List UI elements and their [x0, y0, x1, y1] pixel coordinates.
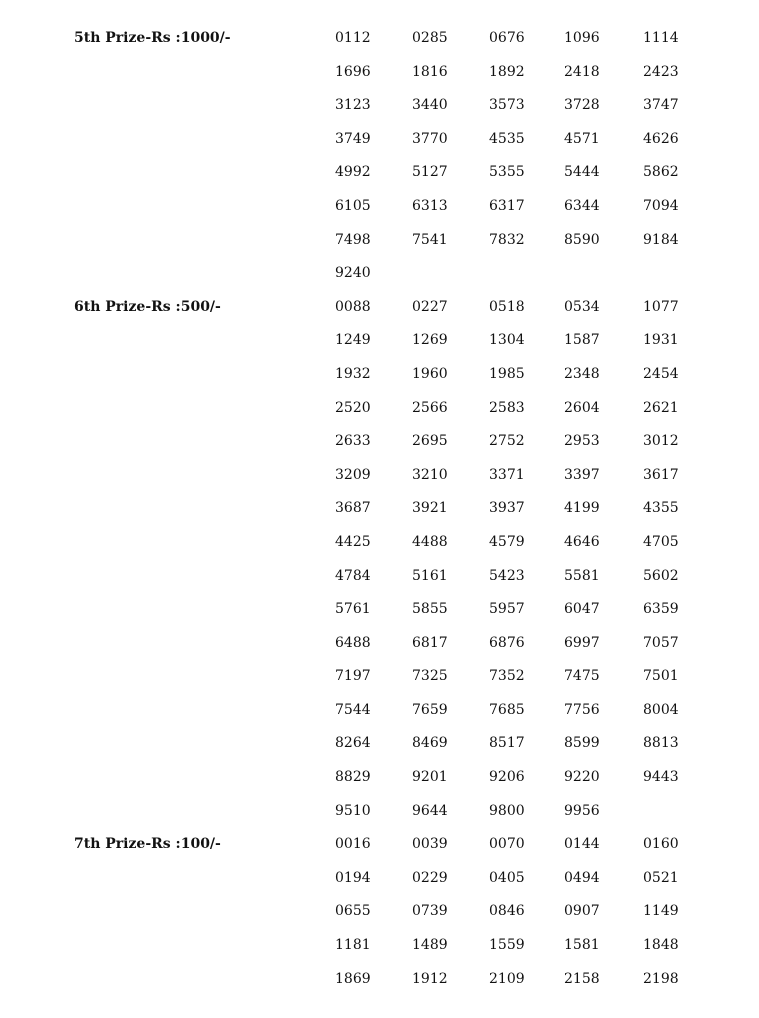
- ticket-number: 9800: [489, 802, 525, 819]
- ticket-number: 9644: [412, 802, 448, 819]
- ticket-number: 1249: [335, 332, 371, 349]
- ticket-number: 0229: [412, 869, 448, 886]
- prize-row: [0, 190, 759, 224]
- ticket-number: 0160: [643, 836, 679, 853]
- ticket-number: 0518: [489, 298, 525, 315]
- ticket-number: 5855: [412, 601, 448, 618]
- ticket-number: 7197: [335, 668, 371, 685]
- prize-row: [0, 425, 759, 459]
- ticket-number: 4199: [564, 500, 600, 517]
- ticket-number: 7325: [412, 668, 448, 685]
- ticket-number: 8813: [643, 735, 679, 752]
- ticket-number: 3123: [335, 97, 371, 114]
- ticket-number: 1931: [643, 332, 679, 349]
- ticket-number: 7756: [564, 701, 600, 718]
- prize-row: [0, 123, 759, 157]
- ticket-number: 7094: [643, 197, 679, 214]
- ticket-number: 2583: [489, 399, 525, 416]
- ticket-number: 6876: [489, 634, 525, 651]
- ticket-number: 2348: [564, 365, 600, 382]
- ticket-number: 4626: [643, 130, 679, 147]
- ticket-number: 2695: [412, 433, 448, 450]
- ticket-number: 0521: [643, 869, 679, 886]
- ticket-number: 0112: [335, 30, 371, 46]
- prize-row: [0, 358, 759, 392]
- ticket-number: 6313: [412, 197, 448, 214]
- ticket-number: 0194: [335, 869, 371, 886]
- ticket-number: 5581: [564, 567, 600, 584]
- ticket-number: 2520: [335, 399, 371, 416]
- prize-row: [0, 727, 759, 761]
- ticket-number: 6317: [489, 197, 525, 214]
- ticket-number: 3371: [489, 466, 525, 483]
- ticket-number: 2953: [564, 433, 600, 450]
- ticket-number: 2418: [564, 63, 600, 80]
- ticket-number: 1559: [489, 937, 525, 954]
- ticket-number: 8590: [564, 231, 600, 248]
- ticket-number: 8004: [643, 701, 679, 718]
- ticket-number: 5444: [564, 164, 600, 181]
- ticket-number: 3921: [412, 500, 448, 517]
- ticket-number: 0088: [335, 298, 371, 315]
- ticket-number: 7475: [564, 668, 600, 685]
- ticket-number: 4355: [643, 500, 679, 517]
- prize-row: [0, 795, 759, 829]
- ticket-number: 3687: [335, 500, 371, 517]
- ticket-number: 9206: [489, 769, 525, 786]
- ticket-number: 7659: [412, 701, 448, 718]
- prize-row: [0, 492, 759, 526]
- prize-label: 6th Prize-Rs :500/-: [74, 298, 221, 315]
- ticket-number: 1912: [412, 970, 448, 987]
- ticket-number: 1960: [412, 365, 448, 382]
- ticket-number: 1816: [412, 63, 448, 80]
- prize-row: [0, 392, 759, 426]
- ticket-number: 6488: [335, 634, 371, 651]
- prize-row: [0, 459, 759, 493]
- ticket-number: 8517: [489, 735, 525, 752]
- ticket-number: 6359: [643, 601, 679, 618]
- ticket-number: 7685: [489, 701, 525, 718]
- ticket-number: 2633: [335, 433, 371, 450]
- ticket-number: 5127: [412, 164, 448, 181]
- prize-row: [0, 224, 759, 258]
- ticket-number: 5862: [643, 164, 679, 181]
- prize-row: [0, 862, 759, 896]
- ticket-number: 2423: [643, 63, 679, 80]
- ticket-number: 3617: [643, 466, 679, 483]
- prize-row: [0, 56, 759, 90]
- ticket-number: 5355: [489, 164, 525, 181]
- ticket-number: 1269: [412, 332, 448, 349]
- ticket-number: 3573: [489, 97, 525, 114]
- prize-row: [0, 22, 759, 56]
- ticket-number: 2158: [564, 970, 600, 987]
- ticket-number: 0846: [489, 903, 525, 920]
- ticket-number: 4425: [335, 533, 371, 550]
- ticket-number: 6047: [564, 601, 600, 618]
- ticket-number: 5602: [643, 567, 679, 584]
- ticket-number: 0039: [412, 836, 448, 853]
- prize-row: [0, 257, 759, 291]
- ticket-number: 8599: [564, 735, 600, 752]
- ticket-number: 0907: [564, 903, 600, 920]
- ticket-number: 1096: [564, 30, 600, 46]
- ticket-number: 9956: [564, 802, 600, 819]
- ticket-number: 8829: [335, 769, 371, 786]
- prize-row: [0, 627, 759, 661]
- prize-row: [0, 526, 759, 560]
- ticket-number: 7352: [489, 668, 525, 685]
- prize-label: 5th Prize-Rs :1000/-: [74, 30, 231, 46]
- ticket-number: 5957: [489, 601, 525, 618]
- ticket-number: 1932: [335, 365, 371, 382]
- prize-row: [0, 694, 759, 728]
- ticket-number: 0070: [489, 836, 525, 853]
- prize-row: [0, 593, 759, 627]
- ticket-number: 2109: [489, 970, 525, 987]
- prize-label: 7th Prize-Rs :100/-: [74, 836, 221, 853]
- ticket-number: 3397: [564, 466, 600, 483]
- ticket-number: 8469: [412, 735, 448, 752]
- ticket-number: 3749: [335, 130, 371, 147]
- ticket-number: 0144: [564, 836, 600, 853]
- ticket-number: 3210: [412, 466, 448, 483]
- ticket-number: 9240: [335, 265, 371, 282]
- ticket-number: 4579: [489, 533, 525, 550]
- ticket-number: 4992: [335, 164, 371, 181]
- ticket-number: 1869: [335, 970, 371, 987]
- ticket-number: 1985: [489, 365, 525, 382]
- ticket-number: 1581: [564, 937, 600, 954]
- ticket-number: 7832: [489, 231, 525, 248]
- ticket-number: 2604: [564, 399, 600, 416]
- ticket-number: 6997: [564, 634, 600, 651]
- ticket-number: 7498: [335, 231, 371, 248]
- ticket-number: 0405: [489, 869, 525, 886]
- ticket-number: 6344: [564, 197, 600, 214]
- ticket-number: 4784: [335, 567, 371, 584]
- prize-row: [0, 156, 759, 190]
- prize-row: [0, 660, 759, 694]
- ticket-number: 0739: [412, 903, 448, 920]
- ticket-number: 0016: [335, 836, 371, 853]
- prize-row: [0, 828, 759, 862]
- ticket-number: 0676: [489, 30, 525, 46]
- ticket-number: 9220: [564, 769, 600, 786]
- ticket-number: 7501: [643, 668, 679, 685]
- prize-row: [0, 324, 759, 358]
- ticket-number: 3728: [564, 97, 600, 114]
- ticket-number: 1149: [643, 903, 679, 920]
- ticket-number: 1848: [643, 937, 679, 954]
- ticket-number: 1587: [564, 332, 600, 349]
- ticket-number: 1304: [489, 332, 525, 349]
- ticket-number: 0494: [564, 869, 600, 886]
- prize-row: [0, 929, 759, 963]
- ticket-number: 7541: [412, 231, 448, 248]
- ticket-number: 1077: [643, 298, 679, 315]
- ticket-number: 6105: [335, 197, 371, 214]
- ticket-number: 0227: [412, 298, 448, 315]
- ticket-number: 1696: [335, 63, 371, 80]
- prize-row: [0, 560, 759, 594]
- ticket-number: 2566: [412, 399, 448, 416]
- prize-row: [0, 761, 759, 795]
- ticket-number: 1489: [412, 937, 448, 954]
- prize-row: [0, 895, 759, 929]
- ticket-number: 3209: [335, 466, 371, 483]
- ticket-number: 5761: [335, 601, 371, 618]
- ticket-number: 4571: [564, 130, 600, 147]
- ticket-number: 3747: [643, 97, 679, 114]
- prize-results-table: [0, 22, 759, 996]
- ticket-number: 2454: [643, 365, 679, 382]
- ticket-number: 2752: [489, 433, 525, 450]
- prize-row: [0, 89, 759, 123]
- ticket-number: 4705: [643, 533, 679, 550]
- ticket-number: 2198: [643, 970, 679, 987]
- ticket-number: 0655: [335, 903, 371, 920]
- ticket-number: 9184: [643, 231, 679, 248]
- prize-row: [0, 963, 759, 997]
- ticket-number: 2621: [643, 399, 679, 416]
- ticket-number: 5423: [489, 567, 525, 584]
- ticket-number: 3440: [412, 97, 448, 114]
- ticket-number: 3770: [412, 130, 448, 147]
- ticket-number: 1181: [335, 937, 371, 954]
- ticket-number: 0285: [412, 30, 448, 46]
- ticket-number: 7057: [643, 634, 679, 651]
- ticket-number: 0534: [564, 298, 600, 315]
- ticket-number: 3937: [489, 500, 525, 517]
- ticket-number: 1114: [643, 30, 679, 46]
- ticket-number: 9443: [643, 769, 679, 786]
- ticket-number: 4535: [489, 130, 525, 147]
- ticket-number: 9201: [412, 769, 448, 786]
- ticket-number: 5161: [412, 567, 448, 584]
- ticket-number: 1892: [489, 63, 525, 80]
- ticket-number: 6817: [412, 634, 448, 651]
- ticket-number: 8264: [335, 735, 371, 752]
- ticket-number: 4488: [412, 533, 448, 550]
- ticket-number: 9510: [335, 802, 371, 819]
- prize-row: [0, 291, 759, 325]
- ticket-number: 4646: [564, 533, 600, 550]
- ticket-number: 3012: [643, 433, 679, 450]
- ticket-number: 7544: [335, 701, 371, 718]
